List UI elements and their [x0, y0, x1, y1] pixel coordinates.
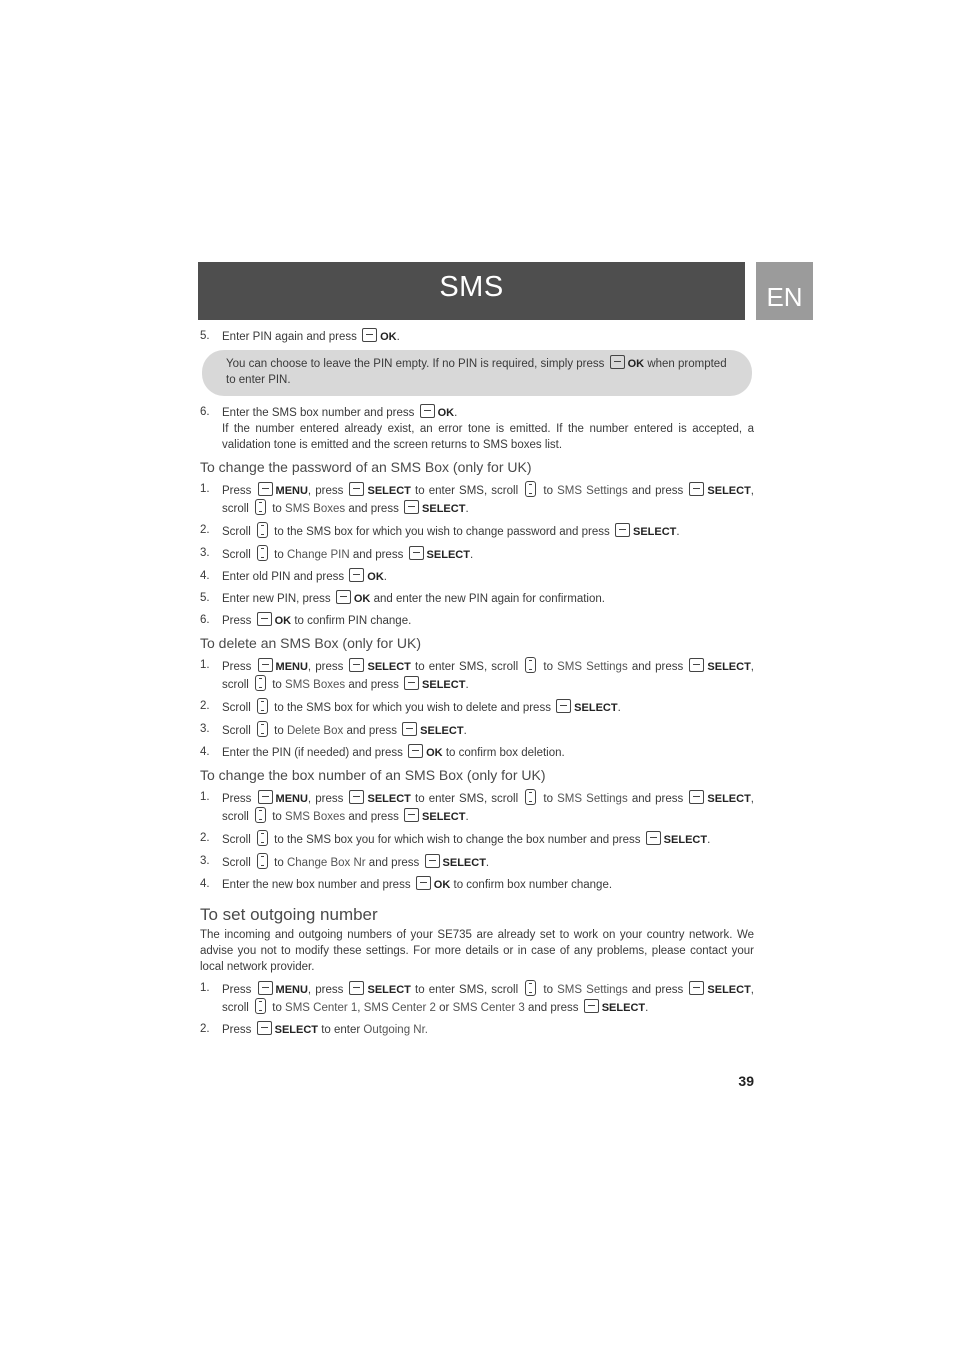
- soft-key-icon: [646, 831, 661, 845]
- list-item: 2. Scroll to the SMS box for which you wish to change password and press SELECT.: [200, 524, 680, 538]
- soft-key-icon: [584, 999, 599, 1013]
- section-heading: To delete an SMS Box (only for UK): [200, 635, 421, 651]
- list-item: 1. Press MENU, press SELECT to enter SMS, scroll to SMS Settings and press SELECT, scroll to SMS Boxes and press SELECT.: [200, 791, 754, 823]
- item-number: 6.: [200, 406, 210, 418]
- language-tab: [756, 262, 813, 320]
- list-item: 4. Enter the PIN (if needed) and press OK to confirm box deletion.: [200, 746, 565, 759]
- soft-key-icon: [257, 612, 272, 626]
- section-heading: To change the password of an SMS Box (only for UK): [200, 459, 532, 475]
- navigation-key-icon: [255, 675, 266, 691]
- list-item: 5. Enter PIN again and press OK.: [200, 330, 400, 343]
- soft-key-icon: [349, 981, 364, 995]
- list-item: 6. Enter the SMS box number and press OK. If the number entered already exist, an error tone is emitted. If the number entered is accepted, a validation tone is emitted and the screen returns to SMS boxes list.: [200, 406, 754, 451]
- soft-key-icon: [689, 482, 704, 496]
- soft-key-icon: [689, 981, 704, 995]
- list-item: 3. Scroll to Change PIN and press SELECT.: [200, 547, 474, 561]
- navigation-key-icon: [525, 789, 536, 805]
- list-item: 6. Press OK to confirm PIN change.: [200, 614, 412, 627]
- soft-key-icon: [336, 590, 351, 604]
- section-heading: To set outgoing number: [200, 905, 378, 924]
- item-number: 5.: [200, 330, 210, 342]
- content: [200, 328, 754, 1043]
- soft-key-icon: [349, 568, 364, 582]
- navigation-key-icon: [257, 830, 268, 846]
- soft-key-icon: [615, 523, 630, 537]
- soft-key-icon: [416, 876, 431, 890]
- soft-key-icon: [362, 328, 377, 342]
- navigation-key-icon: [255, 807, 266, 823]
- soft-key-icon: [610, 355, 625, 369]
- list-item: 4. Enter old PIN and press OK.: [200, 570, 387, 583]
- list-item: 1. Press MENU, press SELECT to enter SMS, scroll to SMS Settings and press SELECT, scroll to SMS Boxes and press SELECT.: [200, 659, 754, 691]
- soft-key-icon: [404, 808, 419, 822]
- list-item: 5. Enter new PIN, press OK and enter the new PIN again for confirmation.: [200, 592, 605, 605]
- navigation-key-icon: [525, 481, 536, 497]
- soft-key-icon: [402, 722, 417, 736]
- language-label: EN: [766, 282, 803, 312]
- soft-key-icon: [556, 699, 571, 713]
- soft-key-icon: [408, 744, 423, 758]
- list-item: 2. Scroll to the SMS box for which you wish to delete and press SELECT.: [200, 700, 621, 714]
- list-item: 3. Scroll to Delete Box and press SELECT.: [200, 723, 467, 737]
- navigation-key-icon: [255, 998, 266, 1014]
- list-item: 1. Press MENU, press SELECT to enter SMS, scroll to SMS Settings and press SELECT, scroll to SMS Center 1, SMS Center 2 or SMS Center 3 and press SELECT.: [200, 982, 754, 1014]
- soft-key-icon: [258, 790, 273, 804]
- navigation-key-icon: [525, 980, 536, 996]
- navigation-key-icon: [255, 499, 266, 515]
- soft-key-icon: [689, 658, 704, 672]
- header-bar: [198, 262, 745, 320]
- list-item: 2. Scroll to the SMS box you for which wish to change the box number and press SELECT.: [200, 832, 711, 846]
- list-item: 2. Press SELECT to enter Outgoing Nr.: [200, 1023, 428, 1036]
- soft-key-icon: [257, 1021, 272, 1035]
- page-number: 39: [738, 1073, 754, 1089]
- soft-key-icon: [425, 854, 440, 868]
- soft-key-icon: [409, 546, 424, 560]
- note-box: You can choose to leave the PIN empty. If no PIN is required, simply press OK when prompted to enter PIN.: [202, 350, 752, 396]
- navigation-key-icon: [257, 721, 268, 737]
- soft-key-icon: [420, 404, 435, 418]
- list-item: 3. Scroll to Change Box Nr and press SELECT.: [200, 855, 490, 869]
- navigation-key-icon: [257, 545, 268, 561]
- navigation-key-icon: [257, 853, 268, 869]
- soft-key-icon: [258, 981, 273, 995]
- navigation-key-icon: [257, 698, 268, 714]
- soft-key-icon: [258, 482, 273, 496]
- soft-key-icon: [404, 676, 419, 690]
- list-item: 4. Enter the new box number and press OK to confirm box number change.: [200, 878, 613, 891]
- soft-key-icon: [349, 482, 364, 496]
- paragraph: The incoming and outgoing numbers of your SE735 are already set to work on your country network. We advise you not to modify these settings. For more details or in case of any problems, please contact your local network provider.: [200, 929, 754, 973]
- soft-key-icon: [349, 658, 364, 672]
- soft-key-icon: [404, 500, 419, 514]
- page-title: SMS: [439, 271, 504, 303]
- soft-key-icon: [689, 790, 704, 804]
- list-item: 1. Press MENU, press SELECT to enter SMS, scroll to SMS Settings and press SELECT, scroll to SMS Boxes and press SELECT.: [200, 483, 754, 515]
- soft-key-icon: [349, 790, 364, 804]
- section-heading: To change the box number of an SMS Box (only for UK): [200, 767, 546, 783]
- navigation-key-icon: [257, 522, 268, 538]
- navigation-key-icon: [525, 657, 536, 673]
- soft-key-icon: [258, 658, 273, 672]
